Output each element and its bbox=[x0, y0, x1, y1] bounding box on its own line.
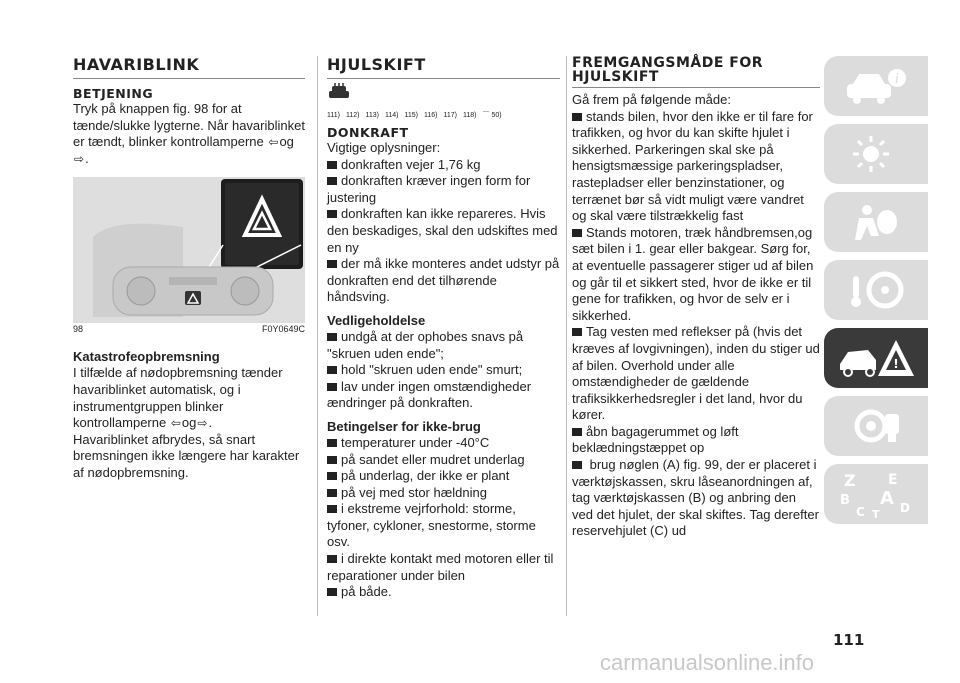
list-item: i direkte kontakt med motoren eller til reparationer under bilen bbox=[327, 551, 554, 583]
bullet-icon bbox=[327, 210, 337, 218]
heading-katastrofeopbremsning: Katastrofeopbremsning bbox=[73, 349, 220, 365]
tab-car-info[interactable] bbox=[824, 56, 928, 116]
watermark: carmanualsonline.info bbox=[600, 650, 815, 675]
list-item: hold "skruen uden ende" smurt; bbox=[327, 362, 560, 379]
list-item: donkraften kan ikke repareres. Hvis den beskadiges, skal den udskiftes med en ny bbox=[327, 206, 558, 255]
list-item: donkraften vejer 1,76 kg bbox=[327, 157, 560, 174]
dashboard-illustration bbox=[73, 177, 305, 323]
intro-text: Vigtige oplysninger: bbox=[327, 140, 441, 155]
index-letter: Z bbox=[844, 471, 856, 490]
bullet-icon bbox=[327, 366, 337, 374]
bullet-icon bbox=[327, 588, 337, 596]
bullet-icon bbox=[327, 383, 337, 391]
list-item: på vej med stor hældning bbox=[327, 485, 560, 502]
bullet-icon bbox=[327, 555, 337, 563]
heading-fremgangsmaade: FREMGANGSMÅDE FOR HJULSKIFT bbox=[572, 56, 820, 88]
heading-betingelser: Betingelser for ikke-brug bbox=[327, 418, 481, 434]
figure-caption bbox=[73, 324, 305, 335]
turn-signal-icon: ⇦ bbox=[268, 135, 279, 150]
bullet-icon bbox=[327, 161, 337, 169]
car-info-icon bbox=[841, 64, 911, 108]
heading-vedligeholdelse: Vedligeholdelse bbox=[327, 312, 426, 328]
list-item: undgå at der ophobes snavs på "skruen uden ende"; bbox=[327, 328, 524, 361]
index-letter: B bbox=[840, 493, 850, 508]
leaf-icon: ⌒ bbox=[482, 112, 490, 119]
figure-hazard-button bbox=[73, 177, 305, 323]
bullet-icon bbox=[572, 461, 582, 469]
intro-text: Gå frem på følgende måde: bbox=[572, 92, 731, 107]
heading-hjulskift: HJULSKIFT bbox=[327, 56, 560, 79]
service-icon bbox=[841, 404, 911, 448]
tab-index[interactable] bbox=[824, 464, 928, 524]
figure-number: 98 bbox=[73, 324, 84, 335]
list-item: der må ikke monteres andet udstyr på donkraften end det tilhørende håndsving. bbox=[327, 256, 560, 305]
index-letter: C bbox=[856, 505, 865, 519]
index-letter: A bbox=[880, 488, 894, 509]
svg-text:i: i bbox=[894, 72, 900, 87]
turn-signal-icon: ⇨ bbox=[197, 416, 208, 431]
heading-donkraft: DONKRAFT bbox=[327, 125, 409, 140]
list-item: lav under ingen omstændigheder ændringer på donkraften. bbox=[327, 378, 532, 411]
column-wheel-change bbox=[327, 56, 560, 601]
heading-betjening: BETJENING bbox=[73, 86, 154, 101]
reference-notes: 111) 112) 113) 114) 115) 116) 117) 118) ⌒ 50) bbox=[327, 111, 502, 119]
list-item: brug nøglen (A) fig. 99, der er placeret i værktøjskassen, skru låseanordningen af, tag værktøjskassen (B) og anbring den ved det hjulet, der skal skiftes. Tag derefter reservehjulet (C) ud bbox=[572, 457, 819, 539]
index-letter: E bbox=[888, 472, 898, 488]
list-item: donkraften kræver ingen form for justering bbox=[327, 173, 531, 205]
tab-starting-driving[interactable] bbox=[824, 260, 928, 320]
page-number: 111 bbox=[833, 631, 865, 649]
bullet-icon bbox=[327, 456, 337, 464]
list-item: Tag vesten med reflekser på (hvis det kræves af lovgivningen), inden du stiger ud af bilen. Overhold under alle omstændigheder de gældende trafiksikkerhedsregler i det land, hvor du kører. bbox=[572, 324, 820, 423]
bullet-icon bbox=[572, 328, 582, 336]
list-item: i ekstreme vejrforhold: storme, tyfoner, cykloner, snestorme, storme osv. bbox=[327, 501, 536, 550]
bullet-icon bbox=[327, 439, 337, 447]
index-letter: D bbox=[900, 501, 910, 515]
list-item: temperaturer under -40°C bbox=[327, 435, 560, 452]
list-item: på både. bbox=[327, 584, 560, 601]
bullet-icon bbox=[327, 505, 337, 513]
breakdown-icon bbox=[834, 334, 918, 382]
chapter-tabs bbox=[824, 56, 928, 532]
steering-wheel-icon bbox=[841, 268, 911, 312]
list-item: åbn bagagerummet og løft beklædningstæppet op bbox=[572, 423, 739, 456]
svg-text:!: ! bbox=[893, 357, 899, 371]
column-hazard-lights bbox=[73, 56, 305, 482]
turn-signal-icon: ⇦ bbox=[170, 416, 181, 431]
car-warning-icon bbox=[327, 83, 560, 106]
bullet-icon bbox=[572, 229, 582, 237]
paragraph-emergency-braking: I tilfælde af nødopbremsning tænder havariblinket automatisk, og i instrumentgruppen blinker kontrollamperne ⇦og⇨. bbox=[73, 365, 283, 431]
index-letter: T bbox=[872, 508, 880, 520]
bullet-icon bbox=[572, 428, 582, 436]
bullet-icon bbox=[327, 177, 337, 185]
column-procedure bbox=[572, 56, 820, 540]
bullet-icon bbox=[327, 489, 337, 497]
figure-code: F0Y0649C bbox=[261, 324, 305, 335]
bullet-icon bbox=[327, 472, 337, 480]
list-item: Stands motoren, træk håndbremsen,og sæt bilen i 1. gear eller bakgear. Sørg for, at eventuelle passagerer stiger ud af bilen og går til et sikkert sted, hvor de ikke er til gene for trafikken, og hvor de selv er i sikkerhed. bbox=[572, 224, 814, 323]
paragraph-deactivation: Havariblinket afbrydes, så snart bremsningen ikke længere har karakter af nødopbremsning. bbox=[73, 431, 300, 480]
warning-lights-icon bbox=[841, 132, 911, 176]
tab-maintenance[interactable] bbox=[824, 396, 928, 456]
tab-warning-lights[interactable] bbox=[824, 124, 928, 184]
paragraph-operation: Tryk på knappen fig. 98 for at tænde/slukke lygterne. Når havariblinket er tændt, blinker kontrollamperne ⇦og⇨. bbox=[73, 101, 305, 166]
bullet-icon bbox=[327, 333, 337, 341]
heading-havariblink: HAVARIBLINK bbox=[73, 56, 305, 79]
column-divider bbox=[317, 56, 318, 616]
airbag-icon bbox=[841, 200, 911, 244]
list-item: på sandet eller mudret underlag bbox=[327, 452, 560, 469]
list-item: på underlag, der ikke er plant bbox=[327, 468, 560, 485]
tab-safety[interactable] bbox=[824, 192, 928, 252]
bullet-icon bbox=[572, 113, 582, 121]
turn-signal-icon: ⇨ bbox=[74, 151, 85, 166]
column-divider bbox=[566, 56, 567, 616]
bullet-icon bbox=[327, 260, 337, 268]
tab-in-emergency[interactable] bbox=[824, 328, 928, 388]
list-item: stands bilen, hvor den ikke er til fare for trafikken, og hvor du kan skifte hjulet i sikkerhed. Parkeringen skal ske på hensigtsmæssige parkeringspladser, rastepladser eller benzinstationer, og terrænet bør så vidt muligt være vandret og skal være tilstrækkelig fast bbox=[572, 108, 813, 224]
index-icon bbox=[834, 468, 918, 520]
